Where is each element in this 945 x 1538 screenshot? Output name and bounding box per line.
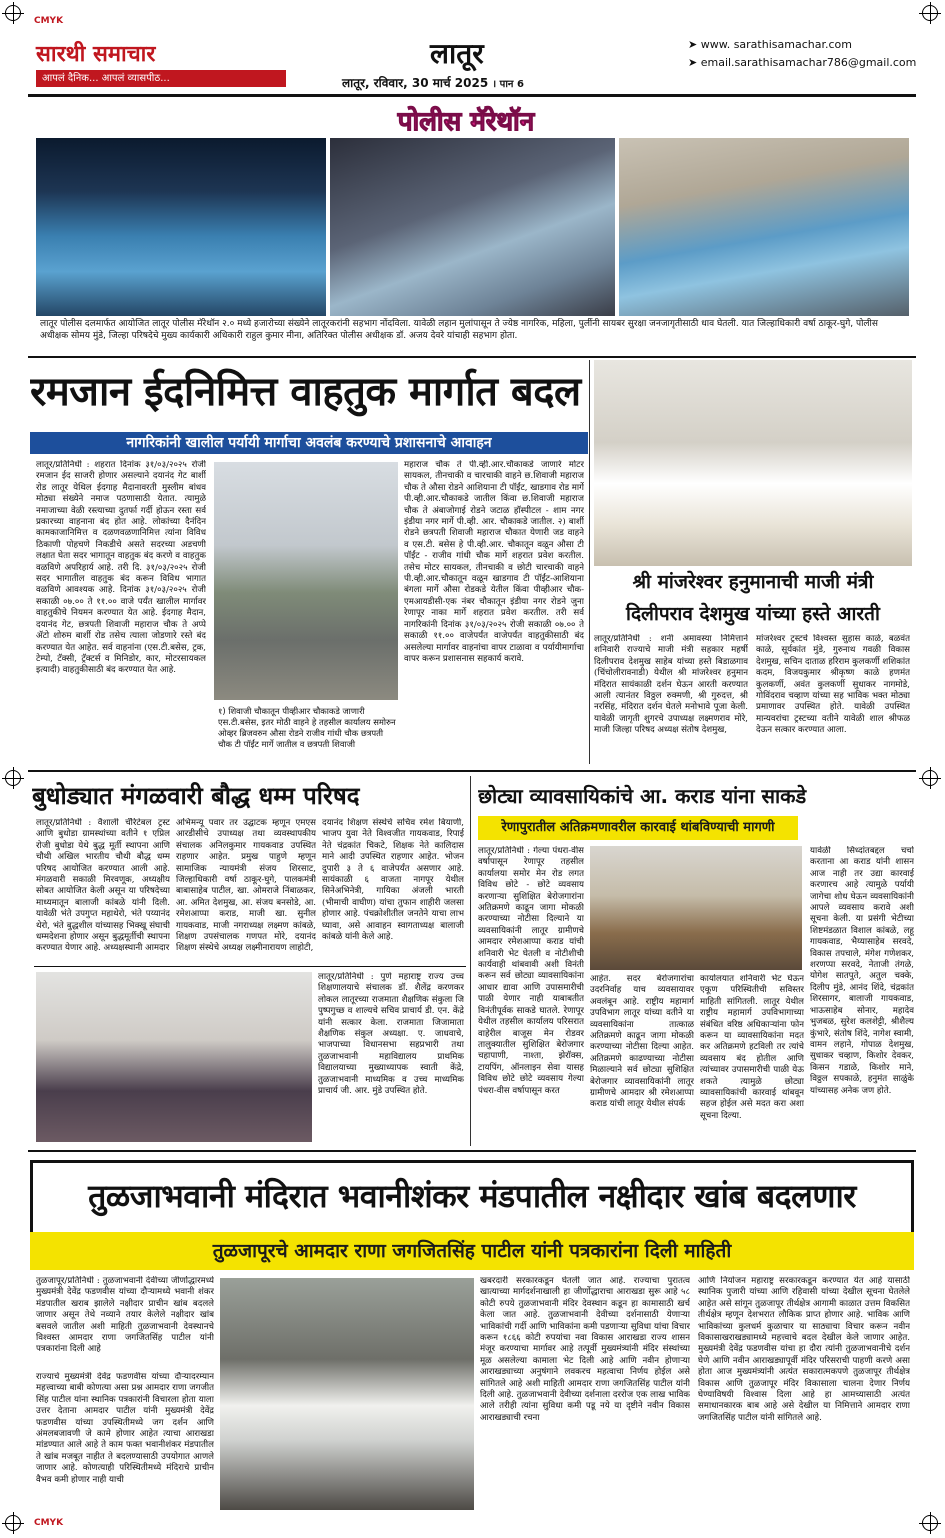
website: ➤ www. sarathisamachar.com [688,38,852,51]
paper-tagline [36,70,286,87]
karad-col-3: कार्यालयात शनिवारी भेट घेऊन एकूण परिस्थितीची सविस्तर माहिती सांगितली. लातूर येथील राष्ट्रीय महामार्ग उपविभागाच्या संबंधित वरिष्ठ अधिकाऱ्यांना फोन करून या व्यावसायिकांना मदत कर अतिक्रमणे हटविली तर त्यांचे व्यवसाय बंद होतील आणि त्यांच्यावर उपासमारीची पाळी येऊ शकते त्यामुळे छोट्या व्यावसायिकांची कारवाई थांबवून सहज होईल असे मदत करा अशा सूचना दिल्या. [700,974,804,1121]
manjareshwar-headline-line1: श्री मांजरेश्वर हनुमानाची माजी मंत्री [632,571,874,593]
felicitation-photo [36,972,312,1142]
section-rule [28,356,916,358]
tuljabhavani-visit-photo [220,1278,474,1510]
ramzan-col-3: महाराज चौक ते पी.व्ही.आर.चौकाकडे जाणारे मोटर सायकल, तीनचाकी व चारचाकी वाहने छ.शिवाजी महाराज चौक ते औसा रोडने आशियाना टी पॉईंट, खाडगाव रोड मार्गे पी.व्ही.आर.चौकाकडे जातील किंवा छ.शिवाजी महाराज चौक ते अंबाजोगाई रोडने जटाळ हॉस्पीटल - शाम नगर इंडीया नगर मार्गे पी.व्ही. आर. चौकाकडे जातील. २) बार्शी रोडने छत्रपती शिवाजी महाराज चौकात येणारी जड वाहने व एस.टी. बसेस हे पी.व्ही.आर. चौकातून वळून औसा टी पॉईंट - राजीव गांधी चौक मार्गे शहरात प्रवेश करतील. तसेच मोटर सायकल, तीनचाकी व छोटी चारचाकी वाहने पी.व्ही.आर.चौकातून वळून खाडगाव टी पॉईंट-आशियाना बंगला मार्गे औसा रोडकडे येतील किंवा पीव्हीआर चौक-एमआयडीसी-एक नंबर चौकातून इंडीया नगर रोडने जुना रेणापूर नाका मार्गे शहरात प्रवेश करतील. तरी सर्व नागरिकांनी दिनांक ३१/०३/२०२५ रोजी सकाळी ०७.०० ते सकाळी ११.०० वाजेपर्यंत वाजेपर्यंत वाहतुकीसाठी बंद असलेल्या मार्गावर वाहनांचा वापर टाळावा व पर्यायीमार्गाचा वापर करून प्रशासनास सहकार्य करावे. [404,460,584,664]
dateline [342,74,524,91]
tagline-text: आपलं दैनिक... आपलं व्यासपीठ... [42,73,170,84]
manjareshwar-col-2: मांजरेश्वर ट्रस्टचे विश्वस्त सुहास काळे, बळवंत काळे, सूर्यकांत मुंडे, गुरुनाथ गवळी विकास देशमुख, सचिन दाताळ हरिराम कुलकर्णी शशिकांत कदम, विजयकुमार श्रीकृष्ण काळे हणमंत कुलकर्णी, अवंत कुलकर्णी सुधाकर नागमोडे, गोविंदराव चव्हाण यांच्या सह भाविक भक्त मोठ्या प्रमाणावर उपस्थित होते. यावेळी उपस्थित मान्यवरांचा ट्रस्टच्या वतीने यावेळी शाल श्रीफळ देऊन सत्कार करण्यात आला. [756,634,910,736]
column-divider [589,360,590,764]
buddha-col-2: अभिमन्यू पवार तर उद्घाटक म्हणून एमएस आरडीसीचे उपाध्यक्ष तथा व्यवस्थापकीय संचालक अनिलकुमार गायकवाड उपस्थित राहणार आहेत. प्रमुख पाहुणे म्हणून सामाजिक न्यायमंत्री संजय शिरसाट, जिल्हाधिकारी वर्षा ठाकूर-घुगे, पालकमंत्री बाबासाहेब पाटील, खा. ओमराजे निंबाळकर, आ. अमित देशमुख, आ. संजय बनसोडे, आ. रमेशआप्पा कराड, माजी खा. सुनील गायकवाड, माजी नगराध्यक्ष लक्ष्मण कांबळे, शिक्षण उपसंचालक गणपत मोरे, दयानंद शिक्षण संस्थेचे अध्यक्ष लक्ष्मीनारायण लाहोटी, [176,818,316,954]
dateline-text: लातूर, रविवार, 30 मार्च 2025 [342,76,489,90]
buddha-col-3: दयानंद शिक्षण संस्थेचे सचिव रमेश बियाणी, भाजप युवा नेते विश्वजीत गायकवाड, रिपाई नेते चंद्रकांत चिकटे, शिक्षक नेते कालिदास माने आदी उपस्थित राहणार आहेत. भोजन दुपारी ३ ते ६ वाजेपर्यंत असणार आहे. सायंकाळी ६ वाजता नागपूर येथील सिनेअभिनेत्री, गायिका अंजली भारती (भीमाची वाघीण) यांचा तुफान शाहीरी जलसा होणार आहे. पंचक्रोशीतील जनतेने याचा लाभ घ्यावा, असे आवाहन स्वागताध्यक्ष बालाजी कांबळे यांनी केले आहे. [322,818,464,943]
section-rule [34,966,466,967]
marathon-caption: लातूर पोलीस दलमार्फत आयोजित लातूर पोलीस मॅरेथॉन २.० मध्ये हजारोच्या संख्येने लातूरकरांनी सहभाग नोंदविला. यावेळी लहान मुलांपासून ते ज्येष्ठ नागरिक, महिला, पुर्लीनी सायबर सुरक्षा जनजागृतीसाठी धाव घेतली. यात जिल्हाधिकारी वर्षा ठाकूर-घुगे, पोलीस अधीक्षक सोमय मुंडे, जिल्हा परिषदेचे मुख्य कार्यकारी अधिकारी राहुल कुमार मीना, अतिरिक्त पोलीस अधीक्षक डॉ. अजय देवरे यांचाही सहभाग होता. [40,319,878,341]
arrow-icon: ➤ [688,38,701,51]
tuljabhavani-col-1a: तुळजापूर/प्रतिनिधी : तुळजाभवानी देवीच्या जीर्णोद्धारमध्ये मुख्यमंत्री देवेंद्र फडणवीस यांच्या दौऱ्यामध्ये भवानी शंकर मंडपातील खराब झालेले नक्षीदार प्राचीन खांब बदलले जाणार असून तेथे नव्याने तयार केलेले नक्षीदार खांब बसवले जातील अशी माहिती तुळजाभवानी देवस्थानचे विश्वस्त आमदार राणा जगजितसिंह पाटील यांनी पत्रकारांना दिली आहे [36,1276,214,1355]
registration-mark [922,770,938,786]
registration-mark [5,770,21,786]
paper-name: सारथी समाचार [36,42,156,67]
ramzan-col-1: लातूर/प्रतिनिधी : शहरात दिनांक ३१/०३/२०२५ रोजी रमजान ईद साजरी होणार असल्याने दयानंद गेट बार्शी रोड लातूर येथिल ईदगाह मैदानावरती मुस्लीम बांधव मोठ्या संख्येने नमाज पठणासाठी येतात. त्यामुळे नमाजाच्या वेळी रस्त्याच्या दुतर्फा गर्दी होऊन रस्ता सर्व प्रकारच्या वाहनाना बंद होत आहे. लोकांच्या दैनंदिन कामकाजानिमित्त व दळणवळणानिमित्त त्यांना विविध ठिकाणी पोहचणे निकडीचे असते सदरच्या अडचणी लक्षात घेता सदर भागातून वाहतुक बंद करणे व वाहतुक वळविणे अपरिहार्य आहे. तरी दि. ३१/०३/२०२५ रोजी सदर भागातील वाहतुक बंद करून विविध भागात वळविणे आवश्यक आहे. दिनांक ३१/०३/२०२५ रोजी सकाळी ०७.०० ते ११.०० वाजे पर्यंत खालील मार्गावर वाहतुकीचे नियमन करण्यात येत आहे. ईदगाह मैदान, दयानंद गेट, छत्रपती शिवाजी महाराज चौक ते अप्पे ॲटो शोरुम बार्शी रोड तसेच त्याला जोडणारे रस्ते बंद करण्यात येत आहेत. सर्व वाहनांना (एस.टी.बसेस, ट्रक, टेम्पो, टॅक्सी, ट्रॅक्टर्स व मिनिडोर, कार, मोटरसायकल इत्यादी) वाहतुकीसाठी बंद करण्यात येत आहे. [36,460,206,676]
marathon-runners-photo [619,138,909,316]
registration-mark [922,1515,938,1531]
cmyk-mark-top: CMYK [34,16,64,26]
masthead-rule [28,94,916,97]
ramzan-headline: रमजान ईदनिमित्त वाहतुक मार्गात बदल [30,369,581,415]
marathon-flag-photo [330,138,615,316]
cmyk-mark-bottom: CMYK [34,1518,64,1528]
column-divider [470,776,471,1146]
karad-col-1: लातूर/प्रतिनिधी : गेल्या पंधरा-वीस वर्षापासून रेणापूर तहसील कार्यालया समोर मेन रोड लगत विविध छोटे - छोटे व्यवसाय करणाऱ्या सुशिक्षित बेरोजगारांना अतिक्रमणे काढून जागा मोकळी करण्याच्या नोटीसा दिल्याने या व्यवसायिकांनी लातूर ग्रामीणचे आमदार रमेशआप्पा कराड यांची शनिवारी भेट घेतली व नोटीशीची कार्यवाही थांबवावी अशी विनंती करून सर्व छोट्या व्यावसायिकांना आधार द्यावा आणि उपासमारीची पाळी येणार नाही याबाबतीत विनंतीपूर्वक साकडे घातले. रेणापूर येथील तहसील कार्यालय परिसरात वाहेरील बाजूस मेन रोडवर तालुक्यातील सुशिक्षित बेरोजगार चहापाणी, नाश्ता, झेरॉक्स, टायपिंग, ऑनलाइन सेवा यासह विविध छोटे छोटे व्यवसाय गेल्या पंधरा-वीस वर्षापासून करत [478,846,584,1096]
page-number: । पान 6 [492,79,524,90]
registration-mark [5,1515,21,1531]
ramzan-road-photo [214,462,398,700]
karad-col-2: आहेत. सदर बेरोजगारांचा उदरनिर्वाह याच व्यवसायावर अवलंबून आहे. राष्ट्रीय महामार्ग उपविभाग लातूर यांच्या वतीने या व्यवसायिकांना तात्काळ अतिक्रमणे काढून जागा मोकळी करण्याच्या नोटीसा दिल्या आहेत. अतिक्रमणे काढण्याच्या नोटीसा मिळाल्याने सर्व छोट्या सुशिक्षित बेरोजगार व्यावसायिकांनी लातूर ग्रामीणचे आमदार श्री रमेशआप्पा कराड यांची लातूर येथील संपर्क [590,974,694,1110]
registration-mark [922,5,938,21]
ramzan-photo-caption: १) शिवाजी चौकातून पीव्हीआर चौकाकडे जाणारी एस.टी.बसेस, इतर मोठी वाहने हे तहसील कार्यालय समोरुन ओव्हर ब्रिजवरुन औसा रोडने राजीव गांधी चौक छत्रपती चौक टी पॉईंट मार्गे जातील व छत्रपती शिवाजी [218,706,396,749]
manjareshwar-col-1: लातूर/प्रतिनिधी : शनी अमावस्या निमित्ताने शनिवारी राज्याचे माजी मंत्री सहकार महर्षी दिलीपराव देशमुख साहेब यांच्या हस्ते बिडाळगाव (चिंचोलीरावनाडी) येथील श्री मांजरेश्वर हनुमान मंदिरात सायंकाळी दर्शन घेऊन आरती करण्यात आली त्यानंतर विठ्ठल रुक्मणी, श्री गुरुदत्त, श्री नरसिंह, मंदिरात दर्शन घेतले मनोभावे पूजा केली. यावेळी जागृती शुगरचे उपाध्यक्ष लक्ष्मणराव मोरे, माजी जिल्हा परिषद अध्यक्ष संतोष देशमुख, [594,634,748,736]
email: ➤ email.sarathisamachar786@gmail.com [688,56,917,69]
buddha-col-1: लातूर/प्रतिनिधी : वैशाली चॅरिटेबल ट्रस्ट आणि बुधोडा ग्रामस्थांच्या वतीने १ एप्रिल रोजी बुधोडा येथे बुद्ध मूर्ती स्थापना आणि चौथी अखिल भारतीय चौथी बौद्ध धम्म परिषद आयोजित करण्यात आली आहे. मंगळवारी सकाळी मिरवणूक, अध्यक्षीय सोबत आयोजित केली असून या परिषदेच्या माध्यमातून बालाजी कांबळे यांनी दिली. यावेळी भंते उपगुप्त महाथेरो, भंते पय्यानंद थेरो, भंते बुद्धशील यांच्यासह भिक्खू संघाची धम्मदेशना होणार असून बुद्धमूर्तीची स्थापना करण्यात येणार आहे. अध्यक्षस्थानी आमदार [36,818,170,954]
section-rule [28,1150,916,1152]
tuljabhavani-headline: तुळजाभवानी मंदिरात भवानीशंकर मंडपातील नक्षीदार खांब बदलणार [88,1177,856,1215]
karad-headline: छोट्या व्यावसायिकांचे आ. कराड यांना साकडे [478,784,807,808]
tuljabhavani-subhead: तुळजापूरचे आमदार राणा जगजितसिंह पाटील यांनी पत्रकारांना दिली माहिती [30,1232,914,1270]
karad-subhead: रेणापुरातील अतिक्रमणावरील कारवाई थांबविण्याची मागणी [478,816,798,840]
registration-mark [5,5,21,21]
tuljabhavani-col-1b: राज्याचे मुख्यमंत्री देवेंद्र फडणवीस यांच्या दौऱ्यादरम्यान महत्त्वाच्या बाबी कोणत्या असा प्रश्न आमदार राणा जगजीत सिंह पाटील यांना स्थानिक पत्रकारांनी विचारला होता याला उत्तर देताना आमदार पाटील यांनी मुख्यमंत्री देवेंद्र फडणवीस यांच्या उपस्थितीमध्ये जग दर्शन आणि अंमलबजावणी जे कामे होणार आहेत त्याचा आराखडा मांडण्यात आले आहे ते काम फक्त भवानीशंकर मंडपातील ते खांब मजबूत नाहीत ते बदलण्यासाठी उपयोगात आणले जाणार आहे. कोणत्याही परिस्थितीमध्ये मंदिराचे प्राचीन वैभव कमी होणार नाही याची [36,1372,214,1485]
edition-name: लातूर [430,37,484,70]
manjareshwar-headline-line2: दिलीपराव देशमुख यांच्या हस्ते आरती [626,603,880,625]
buddha-headline: बुधोड्यात मंगळवारी बौद्ध धम्म परिषद [32,782,360,810]
marathon-title: पोलीस मॅरेथॉन [397,107,535,137]
karad-col-4: यावेळी सिध्दांतबद्दल चर्चा करताना आ कराड यांनी शासन आज नाही तर उद्या कारवाई करणारच आहे त्यामुळे पर्यायी जागेचा शोध घेऊन व्यवसायिकांनी आपले व्यवसाय करावे अशी सूचना केली. या प्रसंगी भेटीच्या शिष्टमंडळात विशाल कांबळे, लहू गायकवाड, भैय्यासाहेब सरवदे, विकास तपचाले, मंगेश गणेशकर, शरणप्पा सरवदे, नेताजी तंगळे, योगेश सातपुते, अतुल चक्के, दिलीप मुंडे, आनंद शिंदे, चंद्रकांत शिरसागर, बालाजी गायकवाड, भाऊसाहेब सोनार, महादेव भुजबळ, सुरेश कलशेट्टी, श्रीशैल्य कुंभारे, संतोष शिंदे, नागेश स्वामी, वामन लहाने, गोपाळ देशमुख, सुधाकर चव्हाण, किशोर देवकर, किसन गडाळे, किशोर माने, विठ्ठल सपकाळे, हनुमंत साळुंके यांच्यासह अनेक जण होते. [810,846,914,1096]
tuljabhavani-col-3: खबरदारी सरकारकडून घेतली जात आहे. राज्याचा पुरातत्व खात्याच्या मार्गदर्शनाखाली हा जीर्णोद्धाराचा आराखडा सुरू आहे ५८ कोटी रुपये तुळजाभवानी मंदिर देवस्थान कडून हा कामासाठी खर्च केला जात आहे. तुळजाभवानी देवीच्या दर्शनासाठी येणाऱ्या भाविकांची गर्दी आणि भाविकांना कमी पडणाऱ्या सुविधा यांचा विचार करून १८६६ कोटी रुपयांचा नवा विकास आराखडा राज्य शासन मंजूर करण्याचा मार्गावर आहे तत्पूर्वी मुख्यमंत्र्यांनी मंदिर संस्थांच्या मूळ असलेल्या कामाला भेट दिली आहे आणि नवीन होणाऱ्या आराखड्याच्या अनुषंगाने लवकरच महत्वाचा निर्णय होईल असे सांगितले आहे अशी माहिती आमदार राणा जगजितसिंह पाटील यांनी दिली आहे. तुळजाभवानी देवीच्या दर्शनाला दररोज एक लाख भाविक आले तरीही त्यांना सुविधा कमी पडू नये या दृष्टीने नवीन विकास आराखड्याची रचना [480,1276,690,1423]
arrow-icon: ➤ [688,56,701,69]
section-rule [28,770,916,772]
felicitation-col: लातूर/प्रतिनिधी : पुणे महाराष्ट्र राज्य उच्च शिक्षणालयाचे संचालक डॉ. शैलेंद्र करणकर लोकल लातूरच्या राजमाता शैक्षणिक संकुला जि पुष्पगुच्छ व शाल्यचे सचिव प्राचार्य डी. एन. केंद्रे यांनी सत्कार केला. राजमाता जिजामाता शैक्षणिक संकुल अध्यक्षा. ए. जाधवाचे, भाजपाच्या विधानसभा सहप्रभारी तथा तुळजाभवानी महाविद्यालय प्राथमिक विद्यालयाच्या मुख्याध्यापक स्वाती केंद्रे, तुळजाभवानी माध्यमिक व उच्च माध्यमिक प्राचार्य जी. आर. मुंडे उपस्थित होते. [318,972,464,1097]
karad-meeting-photo [590,846,802,970]
marathon-crowd-photo [36,138,326,316]
tuljabhavani-col-4: आणि नियोजन महाराष्ट्र सरकारकडून करण्यात येत आहे यासाठी स्थानिक पुजारी यांच्या आणि रहिवासी यांच्या देखील सूचना घेतलेले आहेत असे सांगून तुळजापूर तीर्थक्षेत्र आगामी काळात उत्तम विकसित तीर्थक्षेत्र म्हणून देशभरात लौकिक प्राप्त होणार आहे. भाविक आणि भाविकांच्या कुलधर्म कुळाचार या साठ्याचा विचार करून नवीन विकासाखराखड्यामध्ये महत्त्वाचे बदल देखील केले जाणार आहेत. मुख्यमंत्री देवेंद्र फडणवीस यांचा हा दौरा त्यांनी तुळजाभवानीचे दर्शन घेणे आणि नवीन आराखड्यापूर्वी मंदिर परिसराची पाहणी करणे असा होता आज मुख्यमंत्र्यांनी अत्यंत सकारात्मकपणे तुळजापूर तीर्थक्षेत्र विकास आणि तुळजापूर मंदिर विकासाला चालना देणार निर्णय घेण्याविषयी विश्वास दिला आहे हा आमच्यासाठी अत्यंत समाधानकारक बाब आहे असे देखील या निमित्ताने आमदार राणा जगजितसिंह पाटील यांनी सांगितले आहे. [698,1276,910,1423]
manjareshwar-aarti-photo [594,360,912,566]
ramzan-subhead: नागरिकांनी खालील पर्यायी मार्गाचा अवलंब करण्याचे प्रशासनाचे आवाहन [30,432,588,454]
